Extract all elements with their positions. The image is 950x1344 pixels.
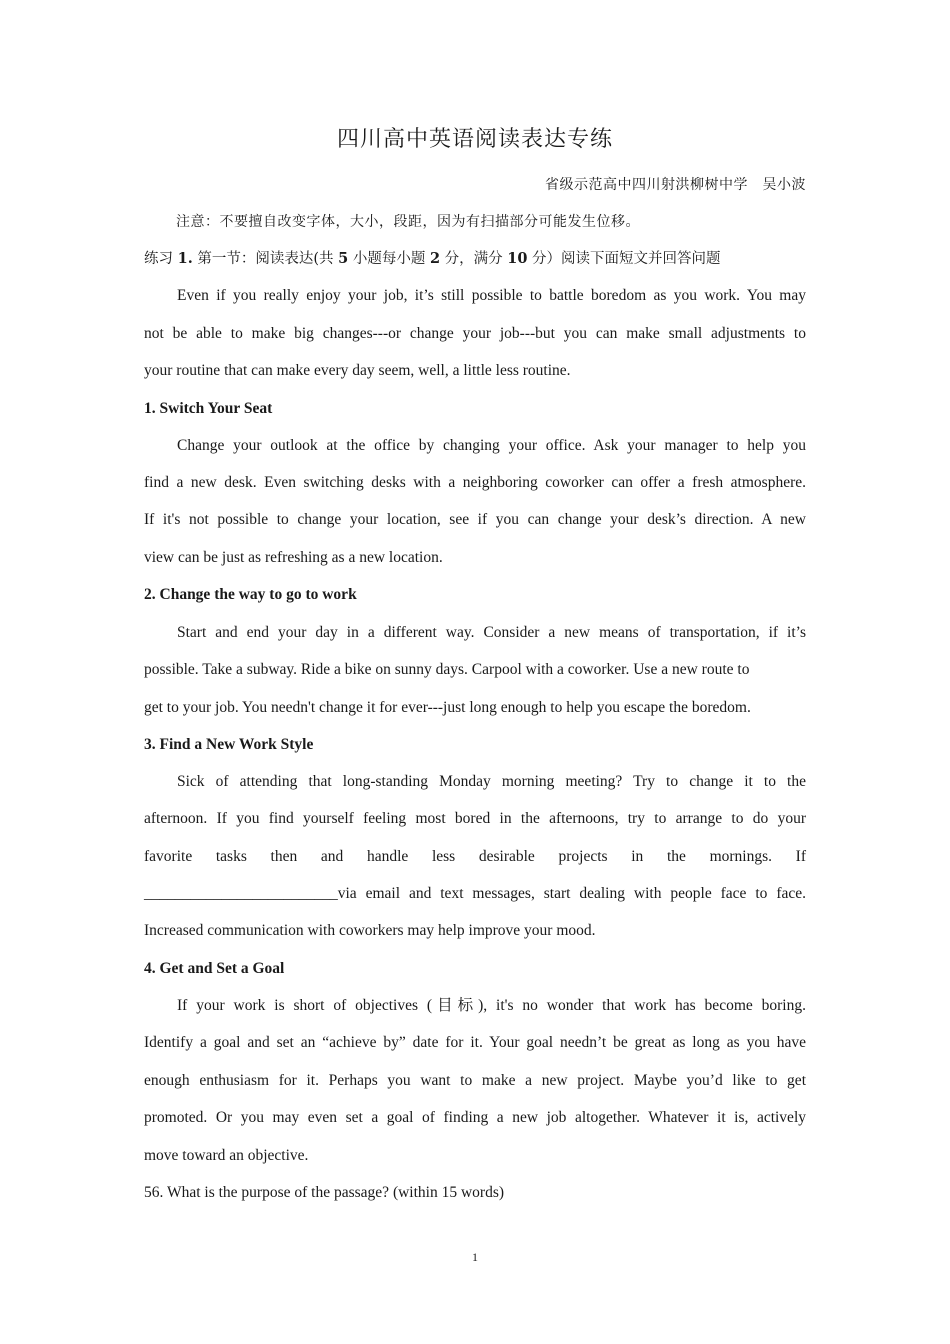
section-heading: 1. Switch Your Seat: [144, 400, 273, 417]
notice-line: 注意：不要擅自改变字体，大小，段距，因为有扫描部分可能发生位移。: [176, 214, 640, 230]
document-title: 四川高中英语阅读表达专练: [336, 127, 613, 152]
intro-line: not be able to make big changes---or change your job---but you can make small adjustments to: [144, 325, 806, 342]
paragraph-line: afternoon. If you find yourself feeling most bored in the afternoons, try to arrange to do your: [144, 810, 806, 827]
paragraph-line: Identify a goal and set an “achieve by” date for it. Your goal needn’t be great as long as you have: [144, 1034, 806, 1051]
exercise-number: 1.: [177, 250, 193, 267]
paragraph-line: find a new desk. Even switching desks with a neighboring coworker can offer a fresh atmosphere.: [144, 474, 806, 491]
paragraph-line: get to your job. You needn't change it for ever---just long enough to help you escape the boredom.: [144, 699, 751, 716]
exercise-text-1: 第一节：阅读表达(共: [192, 251, 339, 267]
exercise-text-4: 分）阅读下面短文并回答问题: [527, 251, 721, 267]
exercise-instruction: [144, 249, 806, 269]
paragraph-line: If your work is short of objectives (目标), it's no wonder that work has become boring.: [177, 997, 806, 1014]
paragraph-line: view can be just as refreshing as a new location.: [144, 549, 443, 566]
points-total: 10: [507, 250, 528, 267]
exercise-label: 练习: [144, 251, 178, 267]
question-count: 5: [338, 250, 349, 267]
paragraph-line: possible. Take a subway. Ride a bike on sunny days. Carpool with a coworker. Use a new route to: [144, 661, 750, 678]
paragraph-line: Change your outlook at the office by changing your office. Ask your manager to help you: [177, 437, 806, 454]
paragraph-line: favorite tasks then and handle less desirable projects in the mornings. If: [144, 848, 806, 865]
paragraph-line: If it's not possible to change your location, see if you can change your desk’s direction. A new: [144, 511, 806, 528]
intro-line: your routine that can make every day seem, well, a little less routine.: [144, 362, 571, 379]
page-number: 1: [472, 1250, 478, 1264]
intro-line: Even if you really enjoy your job, it’s still possible to battle boredom as you work. You may: [177, 287, 806, 304]
paragraph-line: move toward an objective.: [144, 1147, 309, 1164]
exercise-text-3: 分，满分: [440, 251, 508, 267]
section-heading: 2. Change the way to go to work: [144, 586, 357, 603]
paragraph-line: enough enthusiasm for it. Perhaps you want to make a new project. Maybe you’d like to get: [144, 1072, 806, 1089]
paragraph-line: Sick of attending that long-standing Monday morning meeting? Try to change it to the: [177, 773, 806, 790]
points-each: 2: [429, 250, 441, 267]
section-heading: 3. Find a New Work Style: [144, 736, 314, 753]
paragraph-line: Increased communication with coworkers may help improve your mood.: [144, 922, 596, 939]
paragraph-line: promoted. Or you may even set a goal of finding a new job altogether. Whatever it is, actively: [144, 1109, 806, 1126]
paragraph-line: Start and end your day in a different way. Consider a new means of transportation, if it’s: [177, 624, 806, 641]
paragraph-line-blank: _________________________via email and text messages, start dealing with people face to face.: [144, 885, 806, 902]
exercise-text-2: 小题每小题: [348, 251, 430, 267]
section-heading: 4. Get and Set a Goal: [144, 960, 285, 977]
question-56: 56. What is the purpose of the passage? (within 15 words): [144, 1184, 505, 1201]
author-line: 省级示范高中四川射洪柳树中学 吴小波: [545, 177, 806, 193]
